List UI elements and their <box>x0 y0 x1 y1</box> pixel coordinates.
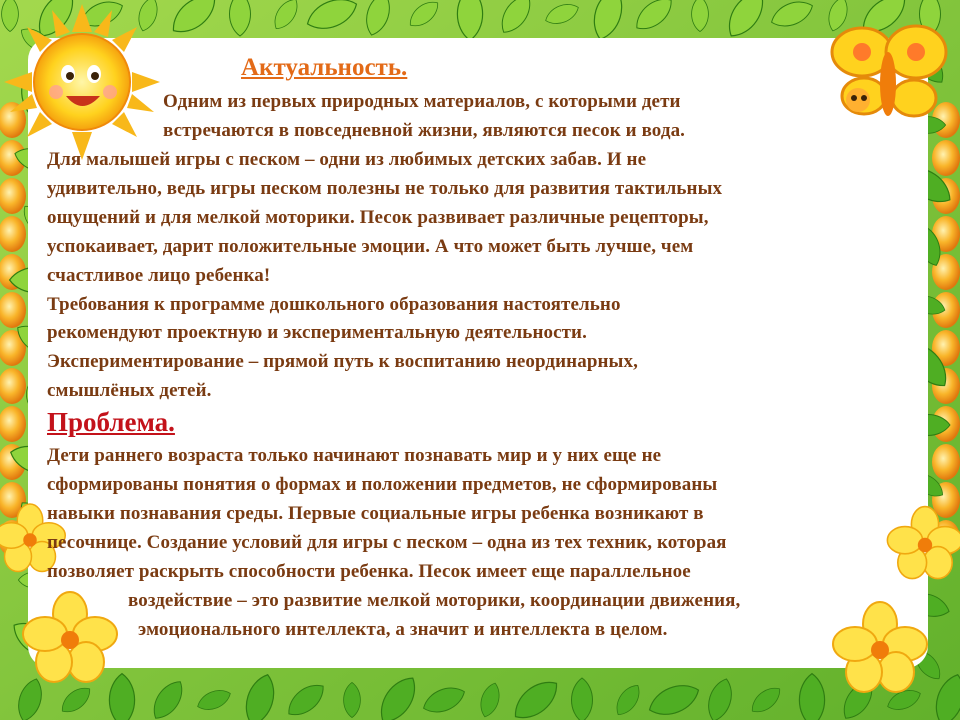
relevance-line: Требования к программе дошкольного образования настоятельно <box>47 294 621 315</box>
relevance-line: ощущений и для мелкой моторики. Песок развивает различные рецепторы, <box>47 207 709 228</box>
intro-line: встречаются в повседневной жизни, являются песок и вода. <box>163 120 686 141</box>
relevance-line: Экспериментирование – прямой путь к воспитанию неординарных, <box>47 351 638 372</box>
problem-heading: Проблема. <box>47 407 175 437</box>
relevance-line: счастливое лицо ребенка! <box>47 265 271 286</box>
relevance-line: смышлёных детей. <box>47 380 212 401</box>
problem-line: позволяет раскрыть способности ребенка. Песок имеет еще параллельное <box>47 561 691 582</box>
problem-line: сформированы понятия о формах и положении предметов, не сформированы <box>47 474 718 495</box>
relevance-line: удивительно, ведь игры песком полезны не только для развития тактильных <box>47 178 723 199</box>
relevance-line: рекомендуют проектную и экспериментальную деятельности. <box>47 322 587 343</box>
relevance-heading: Актуальность. <box>241 54 408 81</box>
intro-line: Одним из первых природных материалов, с которыми дети <box>163 91 681 112</box>
problem-line: воздействие – это развитие мелкой моторики, координации движения, <box>128 590 741 611</box>
relevance-line: успокаивает, дарит положительные эмоции. А что может быть лучше, чем <box>47 236 694 257</box>
problem-line: эмоционального интеллекта, а значит и интеллекта в целом. <box>138 619 668 640</box>
relevance-line: Для малышей игры с песком – одни из любимых детских забав. И не <box>47 149 647 170</box>
problem-line: навыки познавания среды. Первые социальные игры ребенка возникают в <box>47 503 704 524</box>
problem-line: Дети раннего возраста только начинают познавать мир и у них еще не <box>47 445 662 466</box>
problem-line: песочнице. Создание условий для игры с песком – одна из тех техник, которая <box>47 532 727 553</box>
